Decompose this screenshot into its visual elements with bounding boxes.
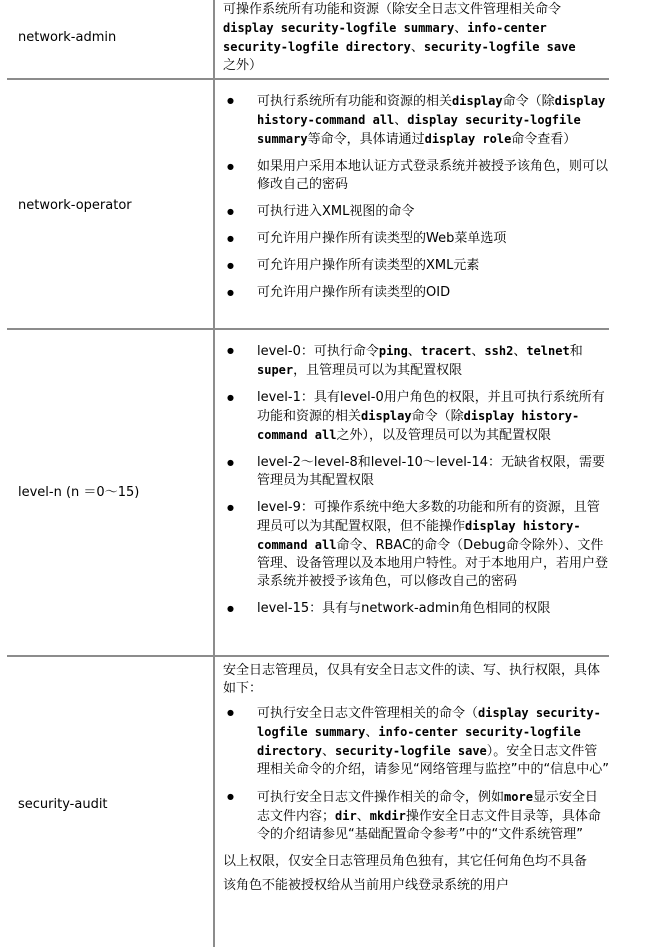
list-item: ● 可允许用户操作所有读类型的OID [223, 284, 609, 302]
list-item: ● level-15：具有与network-admin角色相同的权限 [223, 600, 609, 618]
list-item: ● 可执行进入XML视图的命令 [223, 203, 609, 221]
role-name-level-n: level-n (n ＝0～15) [18, 485, 140, 500]
list-item: ● level-1：具有level-0用户角色的权限，并且可执行系统所有功能和资源的相关display命令（除display history-command all之外），以及管理员可以为其配置权限 [223, 389, 609, 445]
row-divider [7, 78, 609, 80]
role-desc-security-audit [223, 662, 609, 901]
role-name-network-admin: network-admin [18, 30, 117, 45]
role-name-security-audit: security-audit [18, 797, 108, 812]
list-item: ● 可执行安全日志文件操作相关的命令，例如more显示安全日志文件内容；dir、mkdir操作安全日志文件目录等，具体命令的介绍请参见“基础配置命令参考”中的“文件系统管理” [223, 788, 609, 844]
role-name-network-operator: network-operator [18, 198, 132, 213]
desc-intro: 安全日志管理员，仅具有安全日志文件的读、写、执行权限，具体如下： [223, 663, 601, 696]
list-item: ● 可执行系统所有功能和资源的相关display命令（除display history-command all、display security-logfile summary等命令，具体请通过display role命令查看） [223, 92, 609, 149]
role-desc-network-admin [223, 1, 609, 75]
row-divider [7, 328, 609, 330]
role-desc-level-n [223, 342, 609, 627]
list-item: ● level-0：可执行命令ping、tracert、ssh2、telnet和super，且管理员可以为其配置权限 [223, 342, 609, 380]
list-item: ● level-2～level-8和level-10～level-14：无缺省权限，需要管理员为其配置权限 [223, 454, 609, 490]
column-divider [213, 0, 215, 947]
desc-note: 该角色不能被授权给从当前用户线登录系统的用户 [223, 878, 510, 893]
list-item: ● 可执行安全日志文件管理相关的命令（display security-logfile summary、info-center security-logfile directory、security-logfile save）。安全日志文件管理相关命令的介绍，请参见“网络管理与监控”中的“信息中心” [223, 704, 609, 779]
desc-text: 可操作系统所有功能和资源（除安全日志文件管理相关命令display security-logfile summary、info-center security-logfile directory、security-logfile save之外） [223, 2, 576, 73]
roles-table [7, 0, 609, 947]
list-item: ● 如果用户采用本地认证方式登录系统并被授予该角色，则可以修改自己的密码 [223, 158, 609, 194]
role-desc-network-operator [223, 92, 609, 311]
list-item: ● 可允许用户操作所有读类型的Web菜单选项 [223, 230, 609, 248]
desc-note: 以上权限，仅安全日志管理员角色独有，其它任何角色均不具备 [223, 854, 588, 869]
list-item: ● 可允许用户操作所有读类型的XML元素 [223, 257, 609, 275]
row-divider [7, 655, 609, 657]
list-item: ● level-9：可操作系统中绝大多数的功能和所有的资源，且管理员可以为其配置权限，但不能操作display history-command all命令、RBAC的命令（Debug命令除外）、文件管理、设备管理以及本地用户特性。对于本地用户，若用户登录系统并被授予该角色，可以修改自己的密码 [223, 499, 609, 591]
